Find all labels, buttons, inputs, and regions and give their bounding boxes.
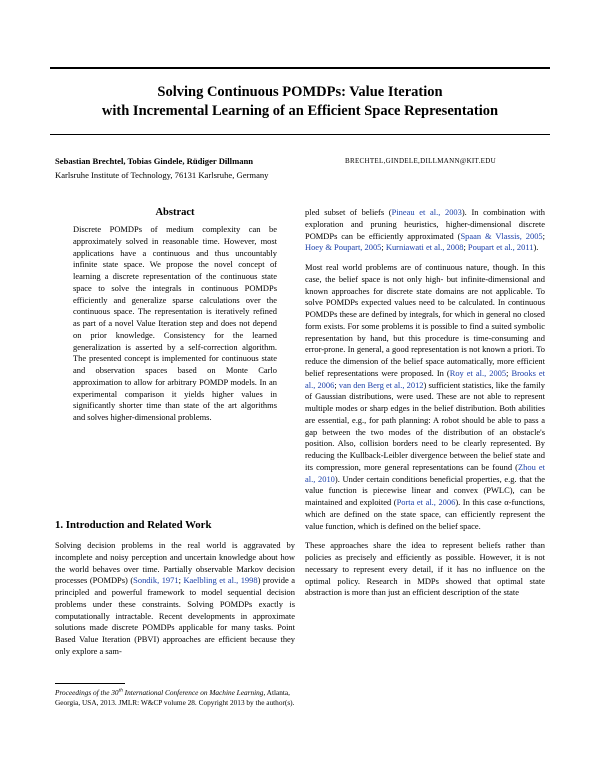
text-run: ;: [542, 230, 545, 241]
author-affiliation: Karlsruhe Institute of Technology, 76131 Karlsruhe, Germany: [55, 170, 269, 180]
text-run: ;: [178, 575, 184, 586]
text-run: ) sufficient statistics, like the family of Gaussian distributions, were used. These are not able to represent multiple modes or sharp edges in the belief distribution. Both abilities are essential, e.g., for path planning: A robot should be able to pass a gap between the two modes of the distribution of an obstacle's position. Also, collision borders need to be clearly represented. By reducing the Kullback-Leibler divergence between the belief state and its compression, more general representations can be found (: [305, 379, 545, 472]
citation-link[interactable]: Sondik, 1971: [133, 575, 179, 586]
citation-link[interactable]: Poupart et al., 2011: [467, 242, 534, 253]
footnote: [55, 688, 295, 708]
text-run: ). In this case α-functions, which are defined on the state space, can efficiently represent the value function, which is defined on the belief space.: [305, 497, 545, 531]
right-paragraph-2: [305, 262, 545, 532]
citation-link[interactable]: Kaelbling et al., 1998: [183, 575, 258, 586]
intro-column: [55, 540, 295, 658]
text-run: ;: [463, 242, 468, 253]
citation-link[interactable]: Roy et al., 2005: [449, 367, 507, 378]
text-run: ;: [506, 367, 512, 378]
text-run: Proceedings of the 30: [55, 688, 119, 697]
text-run: International Conference on Machine Learning: [122, 688, 264, 697]
text-run: , Atlanta, Georgia, USA, 2013. JMLR: W&CP volume 28. Copyright 2013 by the author(s).: [55, 688, 295, 708]
author-names: Sebastian Brechtel, Tobias Gindele, Rüdiger Dillmann: [55, 156, 254, 166]
intro-paragraph-1: [55, 540, 295, 658]
right-paragraph-3: These approaches share the idea to represent beliefs rather than policies as precisely and efficiently as possible. However, it is not necessary to represent every detail, if it has no influence on the optimal policy. Research in MDPs showed that optimal state abstraction is more than just an efficient description of the state: [305, 540, 545, 598]
author-block: [55, 155, 555, 180]
citation-link[interactable]: Zhou et al., 2010: [305, 461, 545, 484]
text-run: pled subset of beliefs (: [305, 207, 392, 217]
text-run: ) provide a principled and powerful framework to model sequential decision problems under these constraints. Solving POMDPs exactly is computationally intractable. Recent developments in approximate solutions made discrete POMDPs applicable for many tasks. Point Based Value Iteration (PBVI) approaches are efficient because they only explore a sam-: [55, 575, 295, 656]
superscript: th: [118, 687, 123, 694]
abstract-heading: Abstract: [155, 207, 195, 218]
section-heading-intro: 1. Introduction and Related Work: [55, 519, 212, 531]
text-run: ). In combination with exploration and pruning heuristics, higher-dimensional discrete POMDPs can be efficiently approximated (: [305, 207, 545, 241]
right-paragraph-1: [305, 207, 545, 254]
citation-link[interactable]: Hoey & Poupart, 2005: [305, 242, 382, 253]
text-run: ;: [334, 379, 339, 390]
citation-link[interactable]: Spaan & Vlassis, 2005: [460, 230, 543, 241]
footnote-proc: [55, 688, 263, 697]
title-rule-bottom: [50, 134, 550, 135]
text-run: ). Under certain conditions beneficial properties, e.g. that the value function is piecewise linear and convex (PWLC), can be maintained and exploited (: [305, 473, 545, 507]
title-rule-top: [50, 67, 550, 69]
citation-link[interactable]: Brooks et al., 2006: [305, 367, 545, 390]
abstract-text: Discrete POMDPs of medium complexity can be approximately solved in reasonable time. However, most applications have a continuous and thus uncountably infinite state space. We propose the novel concept of learning a discrete representation of the continuous state space to solve the integrals in continuous POMDPs efficiently and generalize sparse calculations over the continuous space. The representation is iteratively refined as part of a novel Value Iteration step and does not depend on prior knowledge. Consistency for the learned generalization is asserted by a self-correction algorithm. The presented concept is implemented for continuous state and observation spaces based on Monte Carlo approximation to allow for arbitrary POMDP models. In an experimental comparison it yields higher values in significantly shorter time than state of the art algorithms and solves higher-dimensional problems.: [73, 224, 277, 422]
citation-link[interactable]: Pineau et al., 2003: [391, 207, 462, 217]
text-run: ;: [381, 242, 386, 253]
citation-link[interactable]: van den Berg et al., 2012: [338, 379, 424, 390]
footnote-rule: [55, 683, 125, 684]
text-run: Solving decision problems in the real world is aggravated by incomplete and noisy perception and uncertain knowledge about how the world behaves over time. Partially observable Markov decision processes (POMDPs) (: [55, 540, 295, 586]
title-line-2: with Incremental Learning of an Efficient Space Representation: [101, 103, 499, 119]
right-column: [305, 207, 545, 599]
paper-title: [50, 83, 550, 121]
citation-link[interactable]: Porta et al., 2006: [396, 497, 456, 507]
text-run: Most real world problems are of continuous nature, though. In this case, the belief space is not only high- but infinite-dimensional and known approaches for discrete state domains are not applicable. To solve POMDPs expected values need to be calculated. In continuous POMDPs these are defined by integrals, for which in general no closed form exists. For some problems it is possible to find a suited symbolic representation by hand, but this procedure is time-consuming and error-prone. In general, a good representation is not known a priori. To reduce the dimension of the belief space automatically, more efficient belief representations were proposed. In (: [305, 262, 545, 378]
citation-link[interactable]: Kurniawati et al., 2008: [385, 242, 464, 253]
author-email: BRECHTEL,GINDELE,DILLMANN@KIT.EDU: [345, 157, 496, 165]
text-run: ).: [533, 242, 539, 253]
title-line-1: Solving Continuous POMDPs: Value Iteration: [157, 84, 443, 100]
